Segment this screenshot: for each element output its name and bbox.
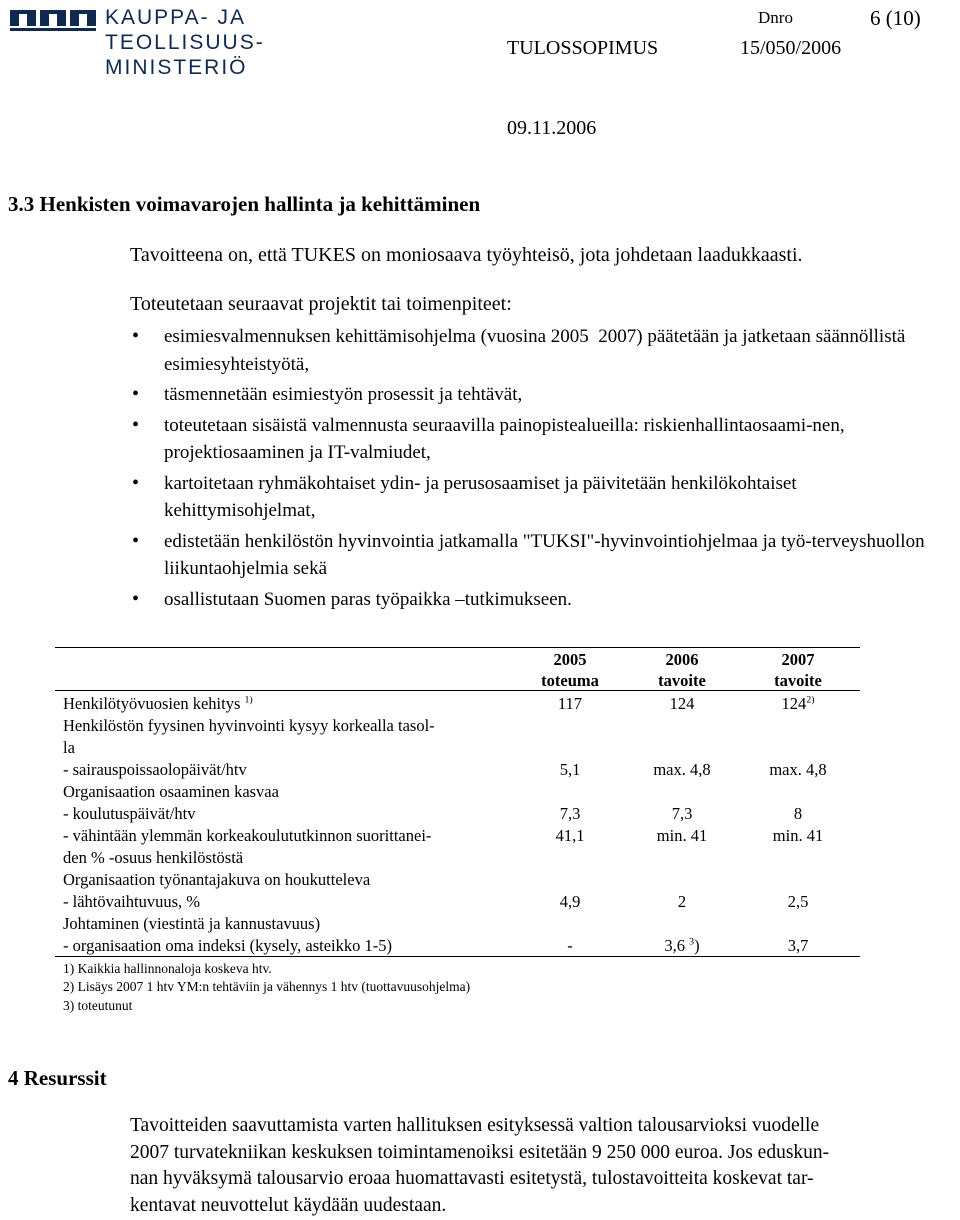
resources-paragraph xyxy=(130,1113,952,1219)
list-item: • täsmennetään esimiestyön prosessit ja tehtävät, xyxy=(130,381,950,409)
table-row-label: Henkilötyövuosien kehitys $^{1)}$ xyxy=(63,694,253,713)
logo-line-1: KAUPPA- JA xyxy=(105,6,246,29)
table-row-label: Organisaation osaaminen kasvaa xyxy=(63,782,279,801)
logo-line-2: TEOLLISUUS- xyxy=(105,31,265,54)
table-cell: 4,9 xyxy=(559,892,581,911)
table-cell: min. 41 xyxy=(656,826,708,845)
table-cell: 8 xyxy=(793,804,803,823)
table-footnote: 1) Kaikkia hallinnonaloja koskeva htv. xyxy=(63,961,272,976)
table-row-label: Organisaation työnantajakuva on houkutteleva xyxy=(63,870,371,889)
table-row-label: - vähintään ylemmän korkeakoulututkinnon suorittanei- xyxy=(63,826,432,845)
logo-emblem-icon xyxy=(8,4,103,46)
table-top-rule xyxy=(55,647,860,648)
col-header-year: 2005 xyxy=(553,650,587,669)
list-item: • esimiesvalmennuksen kehittämisohjelma (vuosina 2005 2007) päätetään ja jatketaan säännöllistä esimiesyhteistyötä, xyxy=(130,323,950,378)
table-cell: 3,7 xyxy=(787,936,809,955)
section-heading-4: 4 Resurssit xyxy=(8,1066,107,1090)
paragraph-line: 2007 turvatekniikan keskuksen toimintamenoiksi esitetään 9 250 000 euroa. Jos eduskun- xyxy=(130,1141,830,1163)
table-footnote: 2) Lisäys 2007 1 htv YM:n tehtäviin ja vähennys 1 htv (tuottavuusohjelma) xyxy=(63,979,471,994)
paragraph-line: nan hyväksymä talousarvio eroaa huomattavasti esitetystä, tulostavoitteita koskevat tar- xyxy=(130,1168,814,1189)
table-cell: 124 xyxy=(669,694,695,713)
dnro-label: Dnro xyxy=(758,8,793,27)
ministry-logo xyxy=(8,4,278,82)
table-cell: - xyxy=(567,936,573,955)
col-header-kind: toteuma xyxy=(541,671,599,690)
table-cell: 117 xyxy=(557,694,583,713)
table-row-label: la xyxy=(63,738,75,757)
logo-line-3: MINISTERIÖ xyxy=(105,56,248,79)
col-header-kind: tavoite xyxy=(774,671,822,690)
table-bottom-rule xyxy=(55,956,860,957)
table-cell: 41,1 xyxy=(555,826,585,845)
table-cell: max. 4,8 xyxy=(653,760,711,779)
table-cell: min. 41 xyxy=(772,826,824,845)
table-cell: 124$^{2)}$ xyxy=(781,694,815,713)
table-row-label: Henkilöstön fyysinen hyvinvointi kysyy korkealla tasol- xyxy=(63,716,435,735)
table-cell: 7,3 xyxy=(671,804,693,823)
paragraph-line: Tavoitteiden saavuttamista varten hallituksen esityksessä valtion talousarvioksi vuodelle xyxy=(130,1115,820,1136)
goal-text: Tavoitteena on, että TUKES on moniosaava työyhteisö, jota johdetaan laadukkaasti. xyxy=(130,244,803,266)
col-header-year: 2006 xyxy=(665,650,699,669)
table-row-label: - koulutuspäivät/htv xyxy=(63,804,196,823)
intro-text: Toteutetaan seuraavat projektit tai toimenpiteet: xyxy=(130,293,512,315)
table-cell: 5,1 xyxy=(559,760,581,779)
table-cell: 7,3 xyxy=(559,804,581,823)
document-date: 09.11.2006 xyxy=(507,117,597,139)
table-row-label: - lähtövaihtuvuus, % xyxy=(63,892,201,911)
table-header-rule xyxy=(55,690,860,691)
list-item: • osallistutaan Suomen paras työpaikka –tutkimukseen. xyxy=(130,586,950,614)
document-title: TULOSSOPIMUS xyxy=(507,37,659,59)
table-cell: 2,5 xyxy=(787,892,809,911)
table-cell: 2 xyxy=(677,892,687,911)
col-header-year: 2007 xyxy=(781,650,815,669)
col-header-kind: tavoite xyxy=(658,671,706,690)
measures-list xyxy=(130,323,950,616)
table-cell: 3,6 $^3$) xyxy=(664,936,700,955)
table-row-label: - sairauspoissaolopäivät/htv xyxy=(63,760,247,779)
table-row-label: - organisaation oma indeksi (kysely, asteikko 1-5) xyxy=(63,936,393,955)
document-number: 15/050/2006 xyxy=(740,37,842,59)
list-item: • toteutetaan sisäistä valmennusta seuraavilla painopistealueilla: riskienhallintaosaami-nen, projektiosaaminen ja IT-valmiudet, xyxy=(130,412,950,467)
table-row-label: Johtaminen (viestintä ja kannustavuus) xyxy=(63,914,321,933)
paragraph-line: kentavat neuvottelut käydään uudestaan. xyxy=(130,1194,447,1216)
list-item: • kartoitetaan ryhmäkohtaiset ydin- ja perusosaamiset ja päivitetään henkilökohtaiset kehittymisohjelmat, xyxy=(130,470,950,525)
table-row-label: den % -osuus henkilöstöstä xyxy=(63,848,244,867)
table-cell: max. 4,8 xyxy=(769,760,827,779)
section-heading-3-3: 3.3 Henkisten voimavarojen hallinta ja kehittäminen xyxy=(8,192,481,216)
list-item: • edistetään henkilöstön hyvinvointia jatkamalla "TUKSI"-hyvinvointiohjelmaa ja työ-terveyshuollon liikuntaohjelmia sekä xyxy=(130,528,950,583)
page-number: 6 (10) xyxy=(870,6,921,30)
table-footnote: 3) toteutunut xyxy=(63,998,133,1013)
